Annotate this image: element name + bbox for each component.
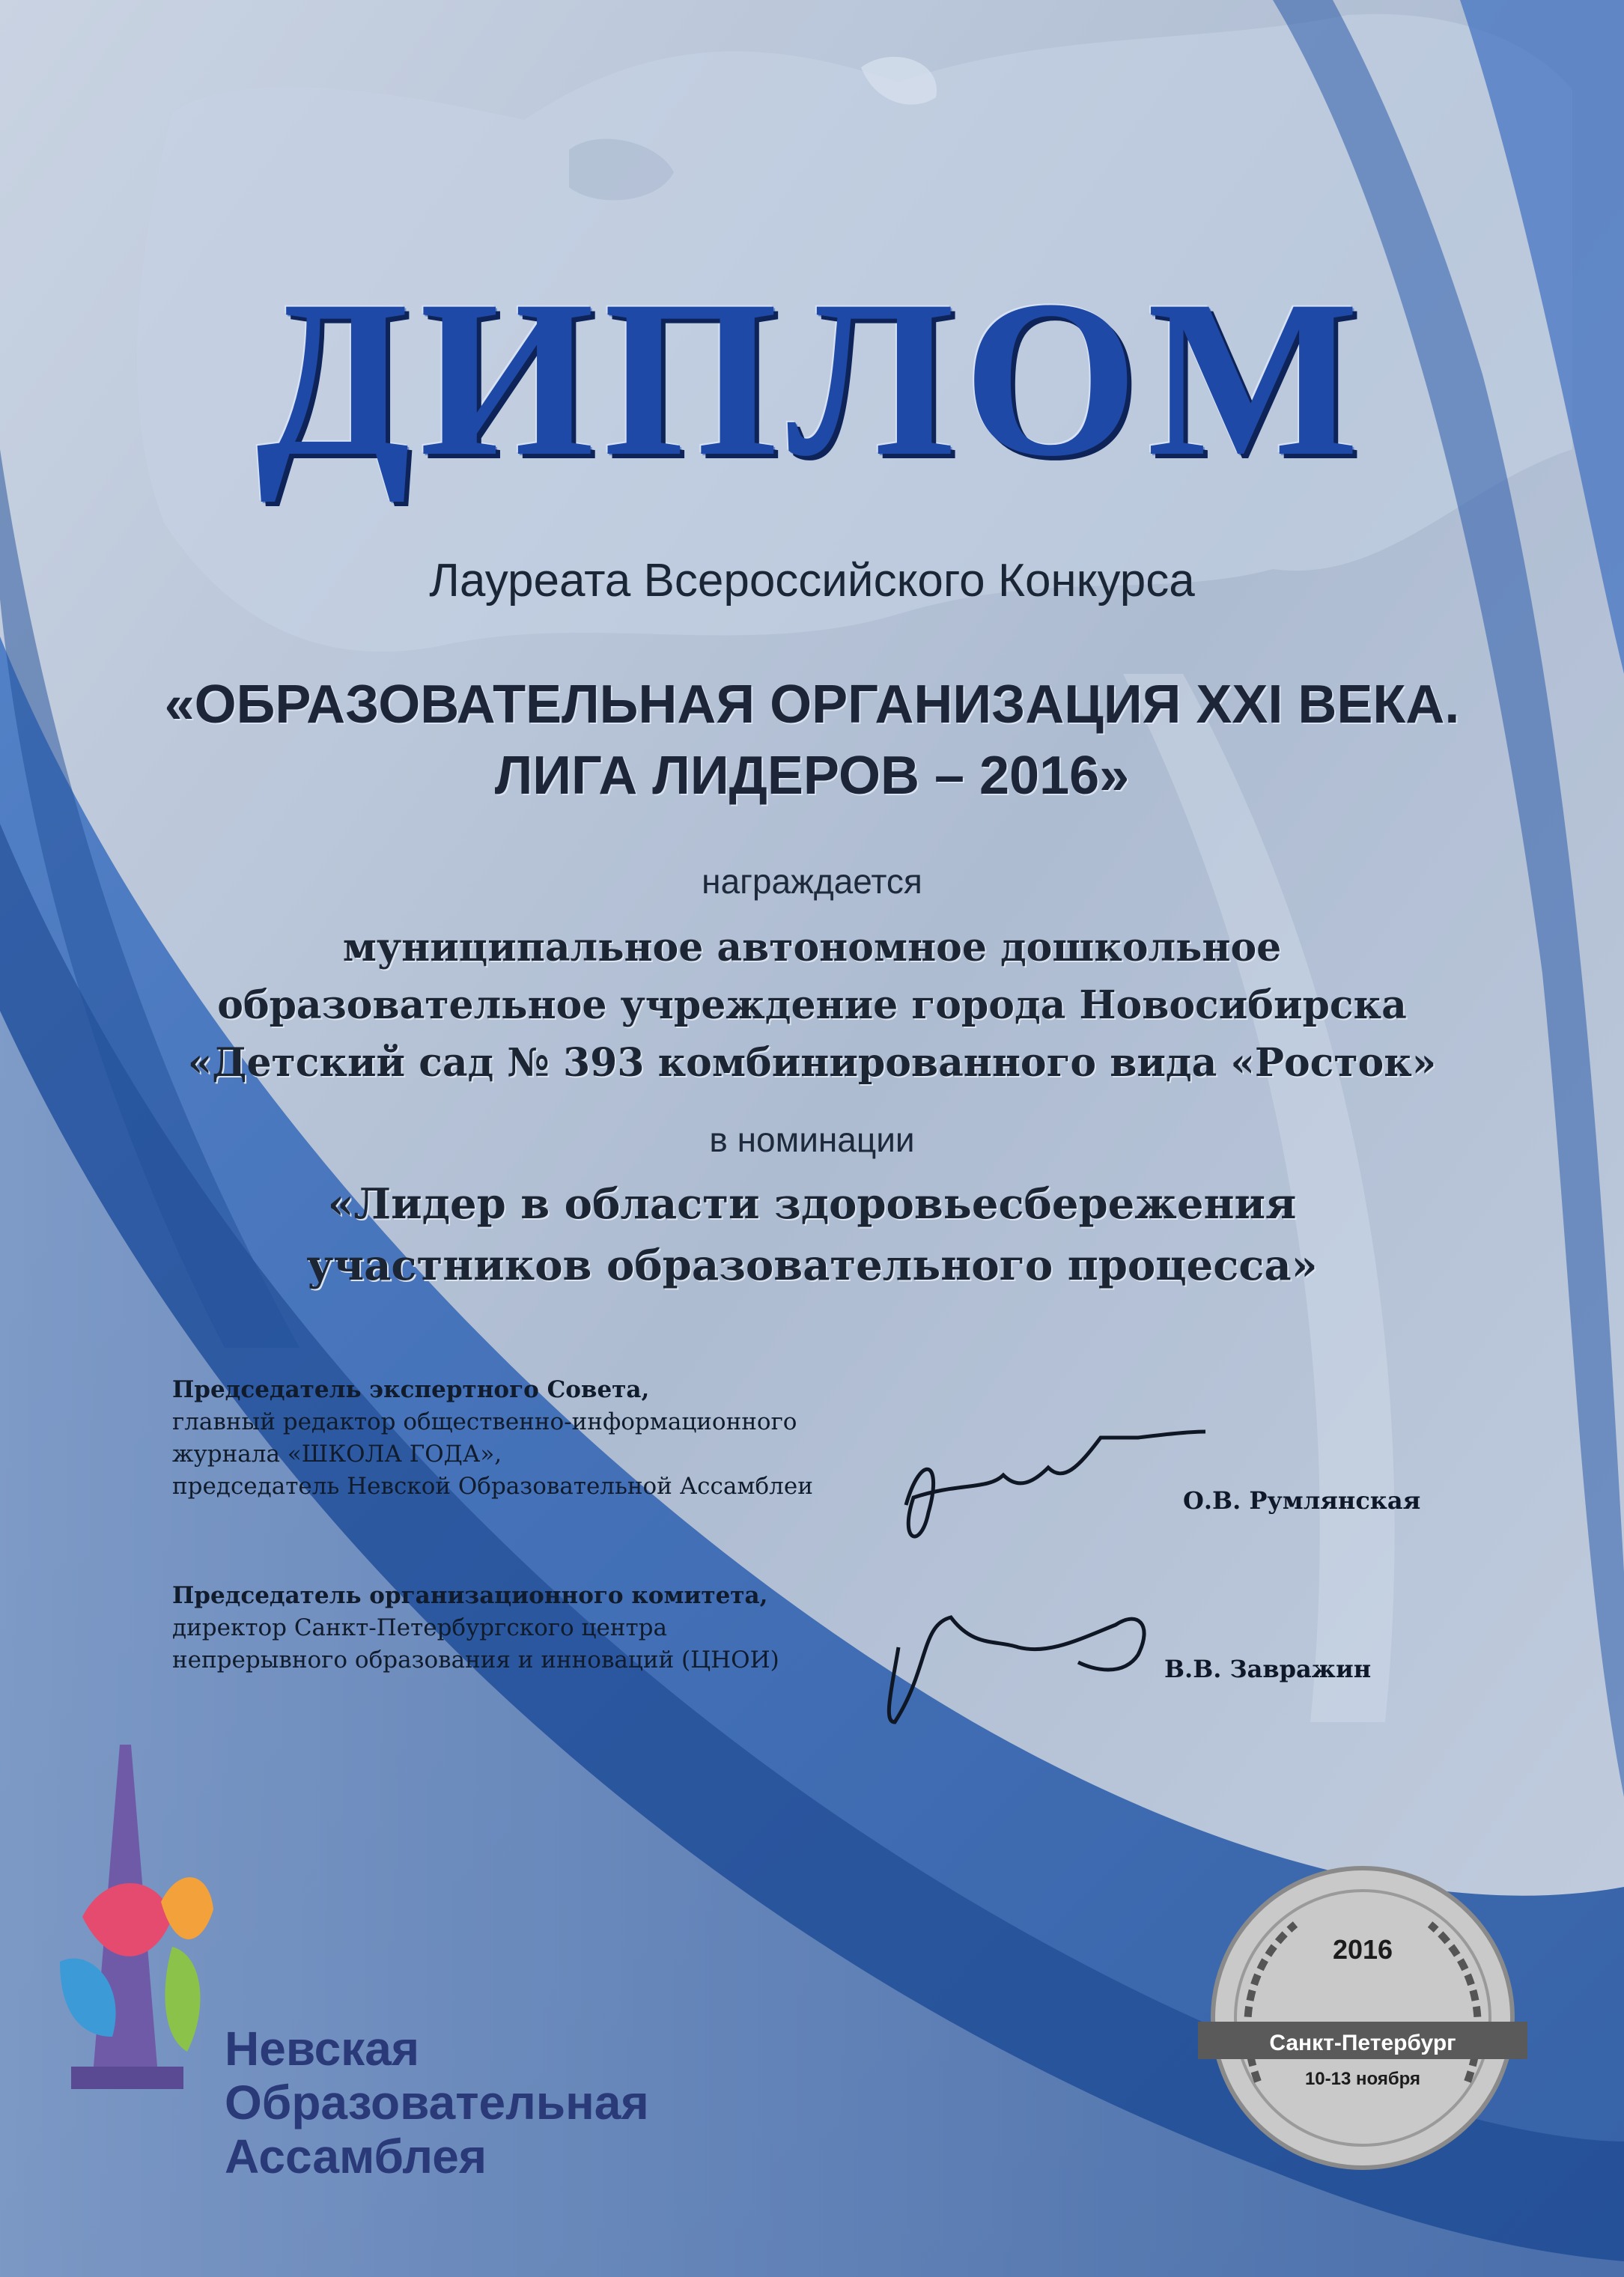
signatory-1-name: О.В. Румлянская <box>1183 1486 1421 1515</box>
signatory-1-role-line2: главный редактор общественно-информационного <box>172 1408 797 1435</box>
signatory-2-role-line1: Председатель организационного комитета, <box>172 1582 768 1609</box>
signatory-2-name: В.В. Завражин <box>1164 1655 1372 1683</box>
nomination-line1: «Лидер в области здоровьесбережения <box>327 1179 1297 1229</box>
signatory-2-role <box>172 1580 921 1676</box>
signatory-1-role <box>172 1374 921 1503</box>
logo-line3: Ассамблея <box>225 2129 487 2183</box>
organization-line3: «Детский сад № 393 комбинированного вида «Росток» <box>187 1040 1437 1086</box>
laureate-subtitle: Лауреата Всероссийского Конкурса <box>429 555 1195 607</box>
signatory-1-role-line3: журнала «ШКОЛА ГОДА», <box>172 1441 502 1468</box>
logo-line1: Невская <box>225 2022 420 2076</box>
seal-dates: 10-13 ноября <box>1304 2069 1421 2089</box>
nomination-label: в номинации <box>709 1120 915 1159</box>
signatory-1-role-line1: Председатель экспертного Совета, <box>172 1376 650 1403</box>
awarded-label: награждается <box>702 862 922 901</box>
seal-city: Санкт-Петербург <box>1269 2031 1456 2055</box>
nomination-line2: участников образовательного процесса» <box>306 1241 1318 1290</box>
signatory-2-role-line2: директор Санкт-Петербургского центра <box>172 1614 667 1641</box>
contest-name-line2: ЛИГА ЛИДЕРОВ – 2016» <box>494 746 1130 806</box>
logo-line2: Образовательная <box>225 2076 649 2129</box>
organization-line2: образовательное учреждение города Новосибирска <box>217 982 1407 1028</box>
signatory-2-role-line3: непрерывного образования и инноваций (ЦНОИ) <box>172 1647 779 1673</box>
organization-line1: муниципальное автономное дошкольное <box>342 925 1282 970</box>
diploma-title: ДИПЛОМ <box>255 254 1369 502</box>
contest-name-line1: «ОБРАЗОВАТЕЛЬНАЯ ОРГАНИЗАЦИЯ XXI ВЕКА. <box>164 675 1460 735</box>
signatory-1-role-line4: председатель Невской Образовательной Ассамблеи <box>172 1473 813 1500</box>
assembly-logo-text <box>225 2022 649 2183</box>
seal-year: 2016 <box>1332 1934 1393 1965</box>
